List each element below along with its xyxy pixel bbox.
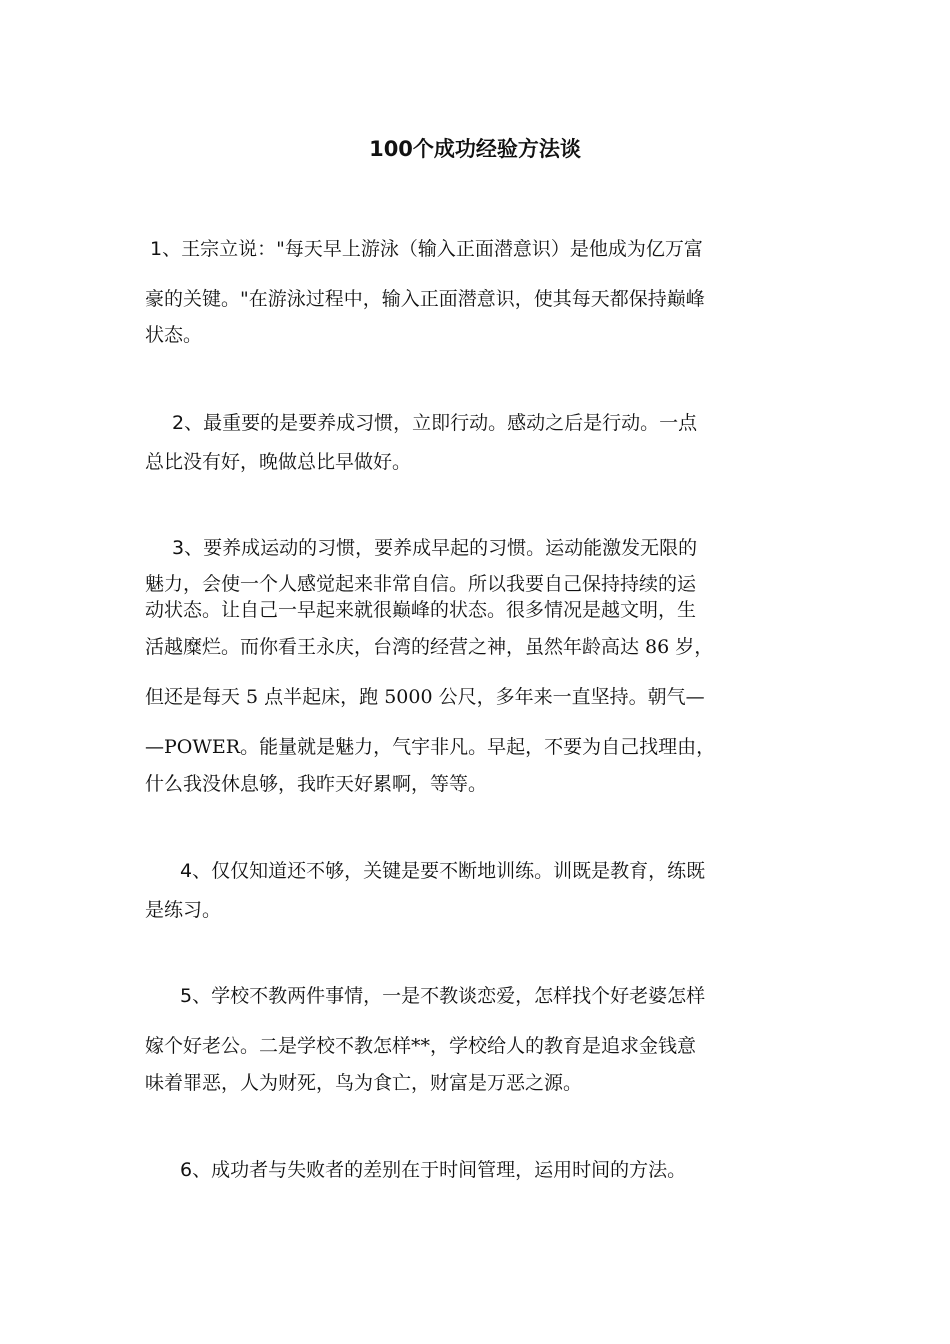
paragraph-3-line-3: 动状态。让自己一早起来就很巅峰的状态。很多情况是越文明，生	[145, 599, 697, 621]
paragraph-3-line-6: —POWER。能量就是魅力，气宇非凡。早起，不要为自己找理由，	[145, 736, 716, 758]
paragraph-3-line-1	[172, 535, 697, 561]
paragraph-1-line-1	[150, 236, 703, 262]
paragraph-4-text: 、仅仅知道还不够，关键是要不断地训练。训既是教育，练既	[192, 860, 706, 882]
paragraph-5-number: 5	[180, 985, 193, 1007]
paragraph-5-line-2: 嫁个好老公。二是学校不教怎样**，学校给人的教育是追求金钱意	[145, 1035, 697, 1057]
paragraph-3-line-4: 活越糜烂。而你看王永庆，台湾的经营之神，虽然年龄高达 86 岁，	[145, 636, 714, 658]
paragraph-5-line-1	[180, 983, 705, 1009]
paragraph-2-line-1	[172, 410, 697, 436]
paragraph-3-text: 、要养成运动的习惯，要养成早起的习惯。运动能激发无限的	[184, 537, 698, 559]
paragraph-2-text: 、最重要的是要养成习惯，立即行动。感动之后是行动。一点	[184, 412, 698, 434]
paragraph-3-line-7: 什么我没休息够，我昨天好累啊，等等。	[145, 773, 488, 795]
paragraph-1-number: 1	[150, 238, 163, 260]
paragraph-5-line-3: 味着罪恶，人为财死，鸟为食亡，财富是万恶之源。	[145, 1072, 583, 1094]
paragraph-1-line-2: 豪的关键。"在游泳过程中，输入正面潜意识，使其每天都保持巅峰	[145, 288, 705, 310]
paragraph-6-line-1	[180, 1157, 686, 1183]
document-title: 100个成功经验方法谈	[369, 137, 581, 161]
paragraph-2-line-2: 总比没有好，晚做总比早做好。	[145, 451, 412, 473]
paragraph-6-number: 6	[180, 1159, 193, 1181]
paragraph-4-number: 4	[180, 860, 193, 882]
paragraph-4-line-1	[180, 858, 705, 884]
paragraph-6-text: 、成功者与失败者的差别在于时间管理，运用时间的方法。	[192, 1159, 687, 1181]
paragraph-4-line-2: 是练习。	[145, 899, 222, 921]
paragraph-1-line-3: 状态。	[145, 324, 203, 346]
paragraph-1-text: 、王宗立说："每天早上游泳（输入正面潜意识）是他成为亿万富	[162, 238, 703, 260]
paragraph-2-number: 2	[172, 412, 185, 434]
paragraph-3-line-5: 但还是每天 5 点半起床，跑 5000 公尺，多年来一直坚持。朝气—	[145, 686, 705, 708]
paragraph-3-number: 3	[172, 537, 185, 559]
paragraph-3-line-2: 魅力，会使一个人感觉起来非常自信。所以我要自己保持持续的运	[145, 573, 697, 595]
paragraph-5-text: 、学校不教两件事情，一是不教谈恋爱，怎样找个好老婆怎样	[192, 985, 706, 1007]
